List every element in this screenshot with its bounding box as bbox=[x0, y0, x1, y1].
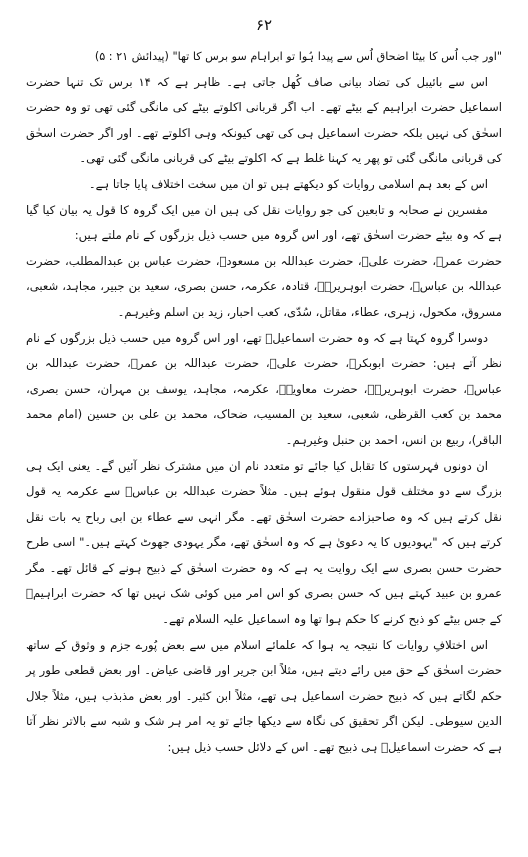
paragraph-first-group: مفسرین نے صحابہ و تابعین کی جو روایات نقل کی ہیں ان میں ایک گروہ کا قول یہ بیان کیا گیا ہے کہ وہ بیٹے حضرت اسحٰق تھے، اور اس گروہ میں حسب ذیل بزرگوں کے نام ملتے ہیں: bbox=[26, 202, 502, 243]
paragraph-second-group: دوسرا گروہ کہتا ہے کہ وہ حضرت اسماعیلؑ تھے، اور اس گروہ میں حسب ذیل بزرگوں کے نام نظر آتے ہیں: حضرت ابوبکرؓ، حضرت علیؓ، حضرت عبداللہ بن عمرؓ، حضرت عبداللہ بن عباسؓ، حضرت ابوہریرہؓ، حضرت معاویہؓ، عکرمہ، مجاہد، یوسف بن مہران، حسن بصری، محمد بن کعب القرظی، شعبی، سعید بن المسیب، ضحاک، محمد بن علی بن حسین (امام محمد الباقر)، ربیع بن انس، احمد بن حنبل وغیرہم۔ bbox=[26, 330, 502, 447]
paragraph-islamic-traditions: اس کے بعد ہم اسلامی روایات کو دیکھتے ہیں تو ان میں سخت اختلاف پایا جاتا ہے۔ bbox=[88, 176, 488, 191]
body-text bbox=[26, 44, 502, 761]
page-number: ۶۲ bbox=[255, 16, 273, 34]
paragraph-contradiction: اس سے بائیبل کی تضاد بیانی صاف کُھل جاتی ہے۔ ظاہر ہے کہ ۱۴ برس تک تنہا حضرت اسماعیل حضرت ابراہیم کے بیٹے تھے۔ اب اگر قربانی اکلوتے بیٹے کی مانگی گئی تھی تو وہ حضرت اسحٰق کی نہیں بلکہ حضرت اسماعیل ہی کی تھی کیونکہ وہی اکلوتے تھے۔ اور اگر حضرت اسحٰق کی قربانی مانگی گئی تو پھر یہ کہنا غلط ہے کہ اکلوتے بیٹے کی قربانی مانگی گئی تھی۔ bbox=[26, 74, 502, 166]
list-first-group-names: حضرت عمرؓ، حضرت علیؓ، حضرت عبداللہ بن مسعودؓ، حضرت عباس بن عبدالمطلب، حضرت عبداللہ بن عباسؓ، حضرت ابوہریرہؓ، قتادہ، عکرمہ، حسن بصری، سعید بن جبیر، مجاہد، شعبی، مسروق، مکحول، زہری، عطاء، مقاتل، سُدّی، کعب احبار، زید بن اسلم وغیرہم۔ bbox=[26, 253, 502, 319]
bible-quote: "اور جب اُس کا بیٹا اضحاق اُس سے پیدا ہُوا تو ابراہام سو برس کا تھا" (پیدائش ۲۱ : ۵) bbox=[94, 50, 502, 63]
paragraph-comparison: ان دونوں فہرستوں کا تقابل کیا جائے تو متعدد نام ان میں مشترک نظر آئیں گے۔ یعنی ایک ہی بزرگ سے دو مختلف قول منقول ہوئے ہیں۔ مثلاً حضرت عبداللہ بن عباسؓ سے عکرمہ یہ قول نقل کرتے ہیں کہ وہ صاحبزادے حضرت اسحٰق تھے۔ مگر انہی سے عطاء بن ابی رباح یہ بات نقل کرتے ہیں کہ "یہودیوں کا یہ دعویٰ ہے کہ وہ اسحٰق تھے، مگر یہودی جھوٹ کہتے ہیں۔" اسی طرح حضرت حسن بصری سے ایک روایت یہ ہے کہ وہ حضرت اسحٰق کے ذبیح ہونے کے قائل تھے۔ مگر عمرو بن عبید کہتے ہیں کہ حسن بصری کو اس امر میں کوئی شک نہیں تھا کہ حضرت ابراہیمؑ کے جس بیٹے کو ذبح کرنے کا حکم ہوا تھا وہ اسماعیل علیہ السلام تھے۔ bbox=[26, 458, 502, 627]
paragraph-conclusion: اس اختلافِ روایات کا نتیجہ یہ ہوا کہ علمائے اسلام میں سے بعض پُورے جزم و وثوق کے ساتھ حضرت اسحٰق کے حق میں رائے دیتے ہیں، مثلاً ابن جریر اور قاضی عیاض۔ اور بعض قطعی طور پر حکم لگاتے ہیں کہ ذبیح حضرت اسماعیل ہی تھے، مثلاً ابن کثیر۔ اور بعض مذبذب ہیں، مثلاً جلال الدین سیوطی۔ لیکن اگر تحقیق کی نگاہ سے دیکھا جائے تو یہ امر ہر شک و شبہ سے بالاتر نظر آتا ہے کہ حضرت اسماعیلؑ ہی ذبیح تھے۔ اس کے دلائل حسب ذیل ہیں: bbox=[26, 637, 502, 755]
